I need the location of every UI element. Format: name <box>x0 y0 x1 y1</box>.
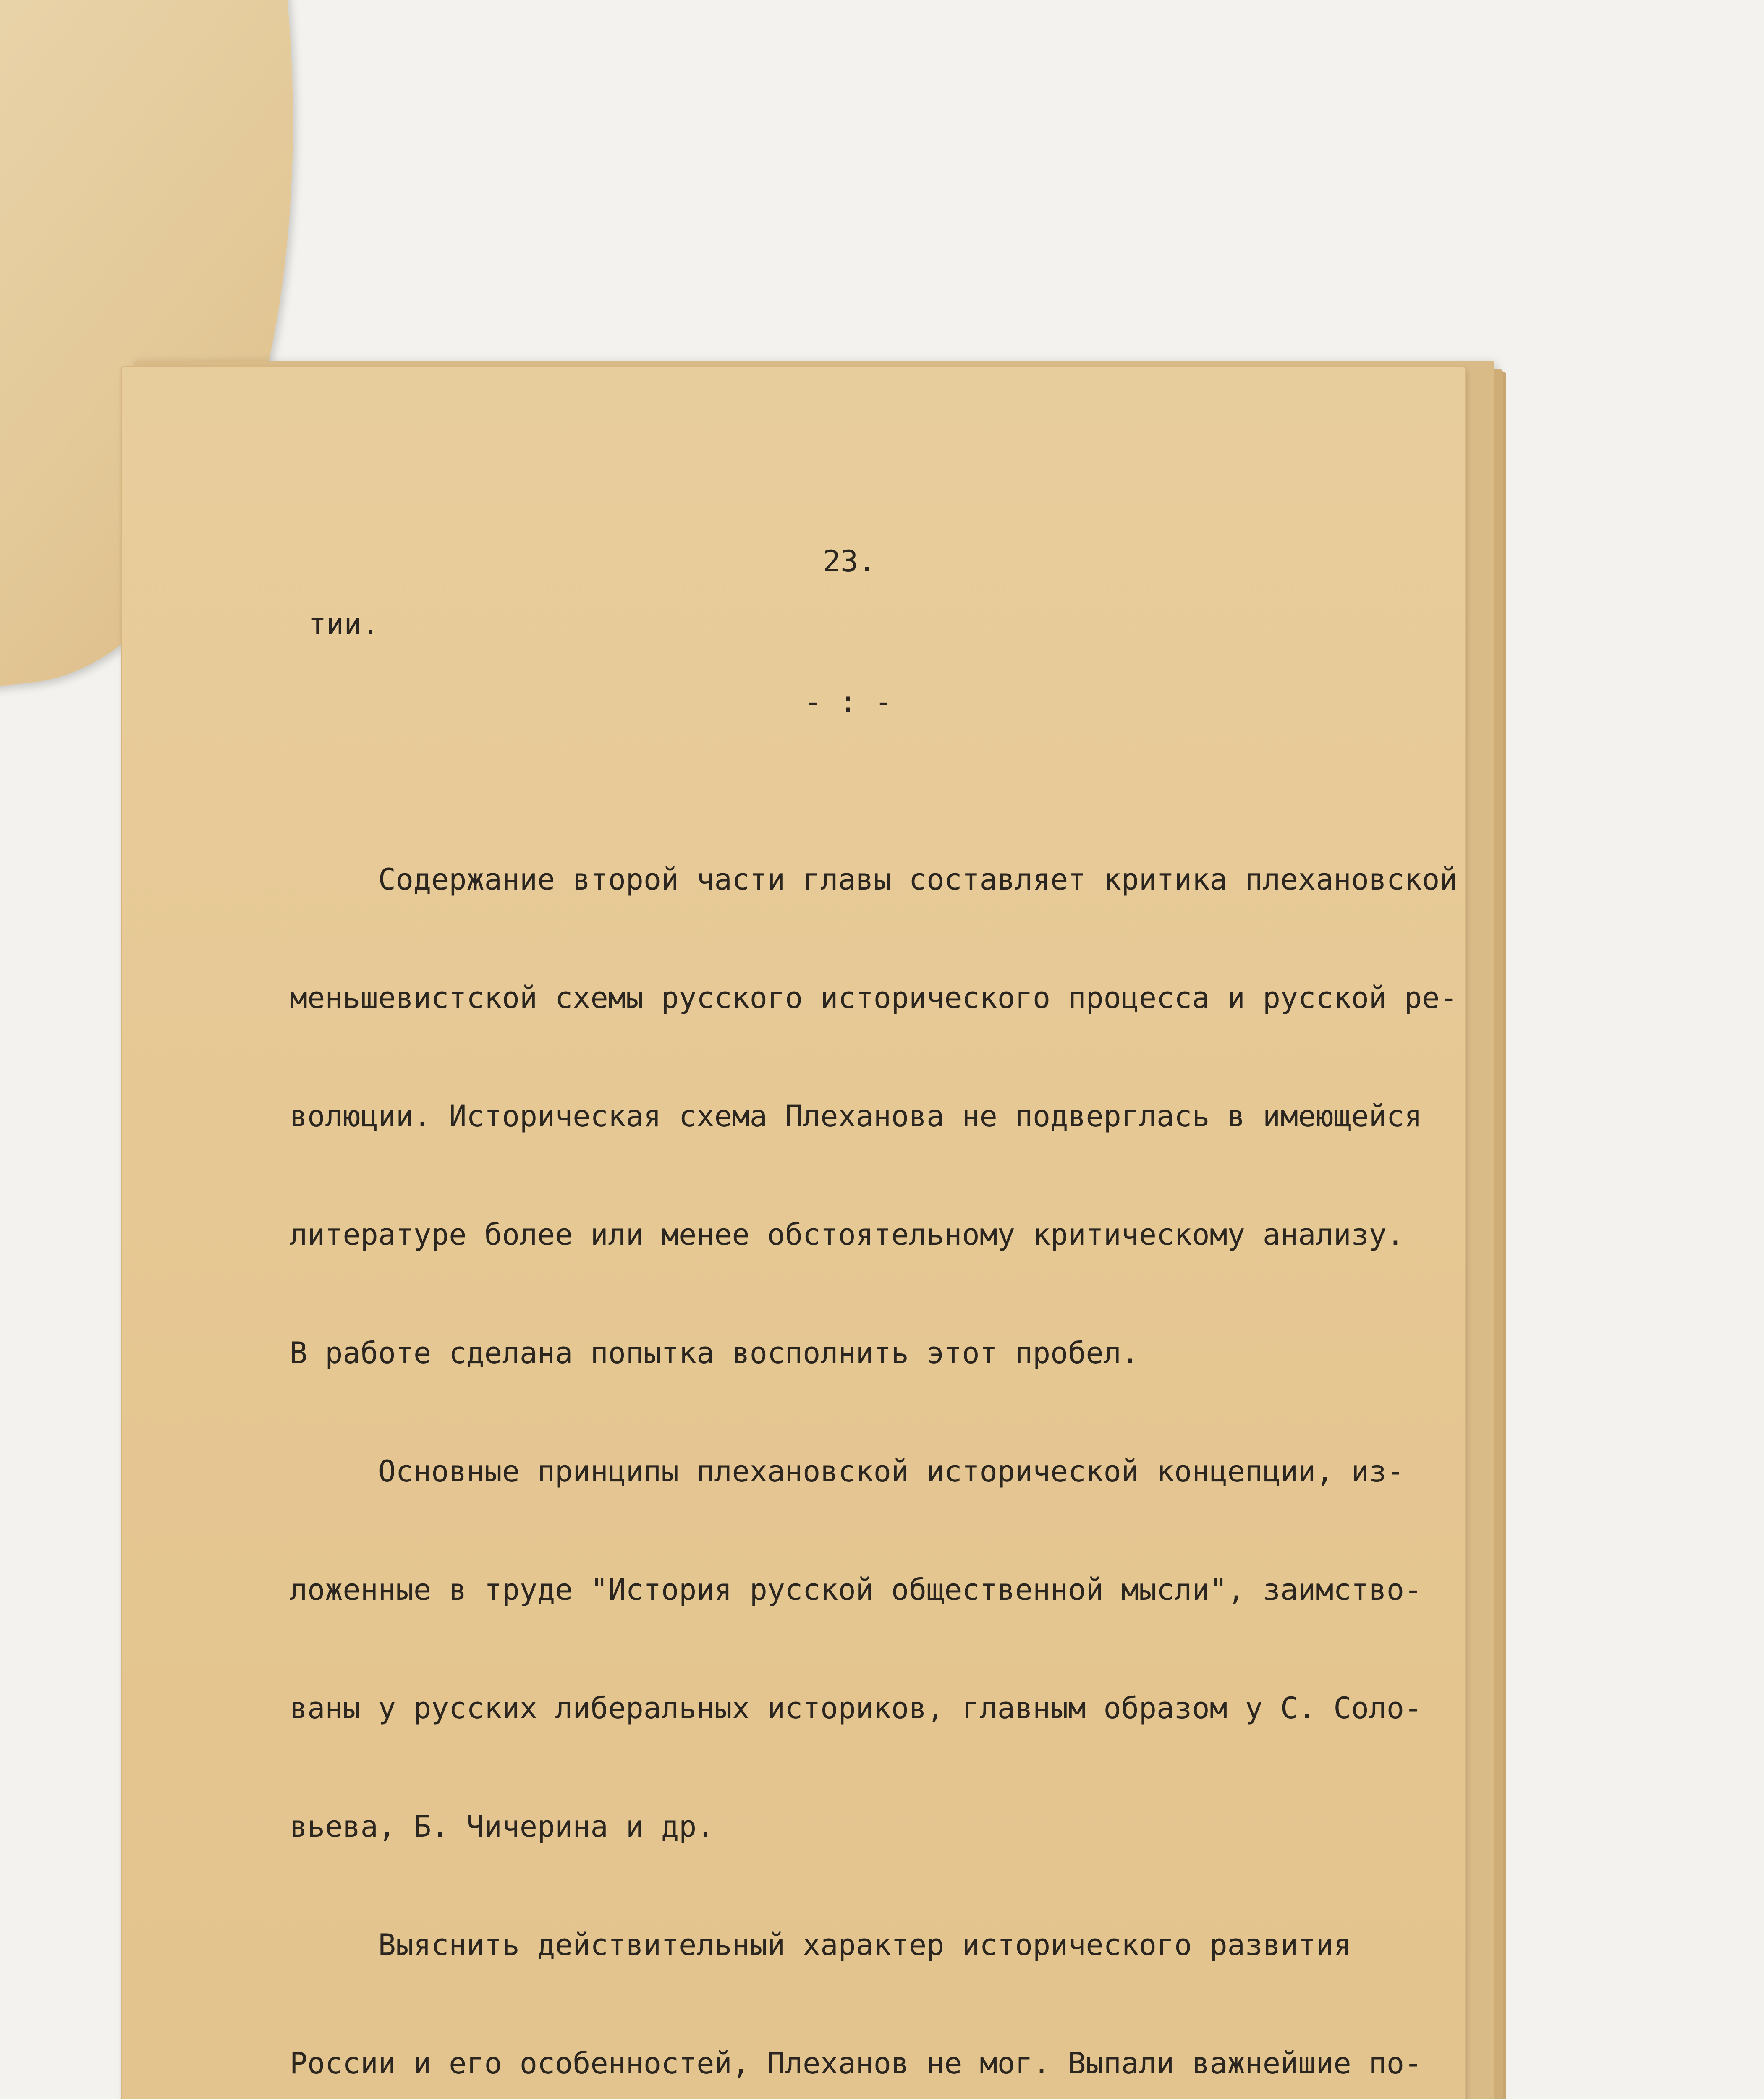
text-line: Содержание второй части главы составляет критика плехановской <box>290 862 1458 897</box>
text-line: ложенные в труде "История русской общественной мысли", заимство- <box>290 1573 1422 1607</box>
text-line: литературе более или менее обстоятельному критическому анализу. <box>290 1217 1405 1252</box>
text-line: волюции. Историческая схема Плеханова не подверглась в имеющейся <box>290 1099 1422 1133</box>
text-line: России и его особенностей, Плеханов не мог. Выпали важнейшие по- <box>290 2046 1422 2081</box>
text-line: Основные принципы плехановской исторической концепции, из- <box>290 1454 1405 1489</box>
carryover-text: тии. <box>309 607 379 641</box>
body-text <box>290 781 1457 2099</box>
section-separator: - : - <box>804 685 892 719</box>
text-line: В работе сделана попытка восполнить этот пробел. <box>290 1336 1139 1370</box>
text-line: Выяснить действительный характер исторического развития <box>290 1928 1351 1962</box>
text-line: меньшевистской схемы русского исторического процесса и русской ре- <box>290 981 1458 1015</box>
text-line: ваны у русских либеральных историков, главным образом у С. Соло- <box>290 1691 1422 1725</box>
page-number: 23. <box>823 544 876 578</box>
text-line: вьева, Б. Чичерина и др. <box>290 1809 714 1844</box>
